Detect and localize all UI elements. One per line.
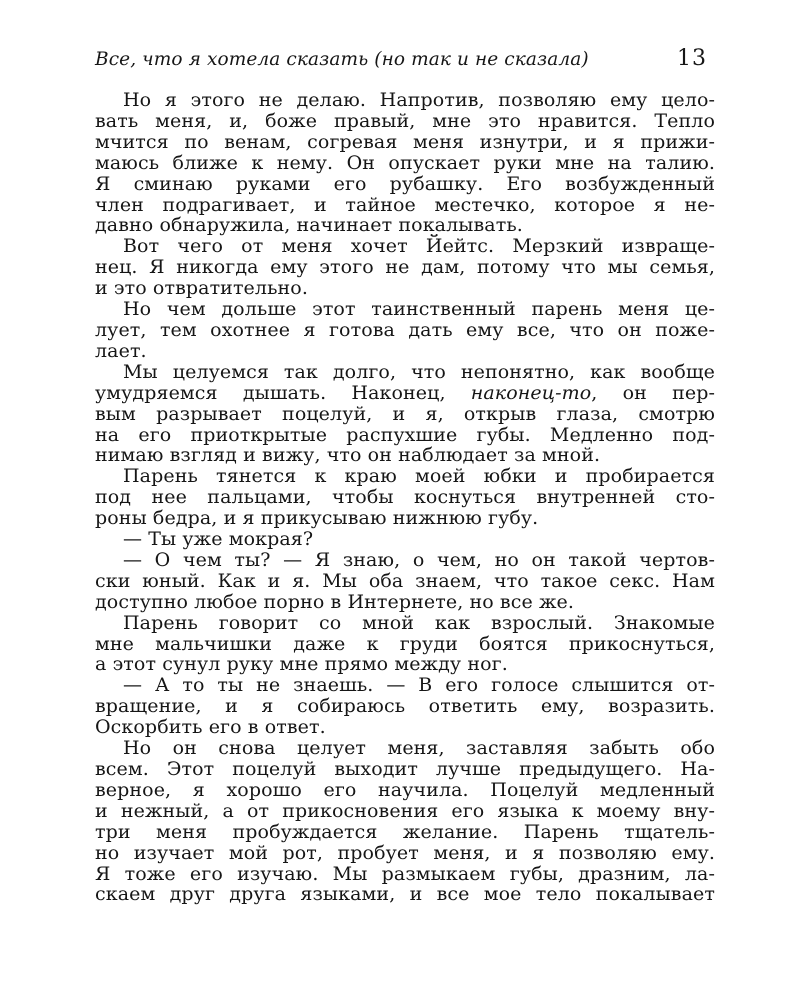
text-line xyxy=(95,780,715,801)
text-run: лует, тем охотнее я готова дать ему все, что он поже- xyxy=(95,318,715,341)
text-run: ски юный. Как и я. Мы оба знаем, что такое секс. Нам xyxy=(95,569,715,592)
running-title: Все, что я хотела сказать (но так и не сказала) xyxy=(95,49,589,70)
text-line xyxy=(95,132,715,153)
text-run: и это отвратительно. xyxy=(95,277,308,300)
text-line xyxy=(95,278,715,299)
text-run: а этот сунул руку мне прямо между ног. xyxy=(95,653,508,676)
text-run: вым разрывает поцелуй, и я, открыв глаза, смотрю xyxy=(95,402,715,425)
text-run: Парень говорит со мной как взрослый. Знакомые xyxy=(123,611,715,634)
text-run: Я тоже его изучаю. Мы размыкаем губы, дразним, ла- xyxy=(95,862,715,885)
text-line xyxy=(95,759,715,780)
text-line xyxy=(95,236,715,257)
text-line xyxy=(95,613,715,634)
italic-text-run: наконец-то xyxy=(470,381,592,404)
running-head xyxy=(95,47,715,71)
text-run: всем. Этот поцелуй выходит лучше предыдущего. На- xyxy=(95,758,715,780)
text-run: — Ты уже мокрая? xyxy=(123,528,314,551)
text-run: член подрагивает, и тайное местечко, которое я не- xyxy=(95,193,715,216)
text-line xyxy=(95,445,715,466)
page-content xyxy=(95,47,715,905)
text-run: умудряемся дышать. Наконец, xyxy=(95,381,471,404)
text-line xyxy=(95,341,715,362)
text-line xyxy=(95,654,715,675)
text-line xyxy=(95,864,715,885)
text-run: мчится по венам, согревая меня изнутри, и я прижи- xyxy=(95,130,715,153)
text-run: нец. Я никогда ему этого не дам, потому что мы семья, xyxy=(95,256,715,279)
text-run: Но я этого не делаю. Напротив, позволяю ему цело- xyxy=(123,89,715,111)
text-run: Оскорбить его в ответ. xyxy=(95,716,326,739)
text-run: , он пер- xyxy=(591,381,715,404)
text-line xyxy=(95,738,715,759)
text-run: скаем друг друга языками, и все мое тело покалывает xyxy=(95,883,715,906)
text-run: вать меня, и, боже правый, мне это нравится. Тепло xyxy=(95,109,715,132)
text-run: — О чем ты? — Я знаю, о чем, но он такой чертов- xyxy=(123,548,715,571)
text-body xyxy=(95,90,715,905)
text-run: Парень тянется к краю моей юбки и пробирается xyxy=(123,465,715,488)
text-run: нимаю взгляд и вижу, что он наблюдает за мной. xyxy=(95,444,601,467)
text-line xyxy=(95,362,715,383)
text-line xyxy=(95,801,715,822)
text-run: Вот чего от меня хочет Йейтс. Мерзкий извраще- xyxy=(123,235,715,258)
text-line xyxy=(95,508,715,529)
text-line xyxy=(95,487,715,508)
text-line xyxy=(95,111,715,132)
text-run: но изучает мой рот, пробует меня, и я позволяю ему. xyxy=(95,841,715,864)
text-line xyxy=(95,215,715,236)
text-line xyxy=(95,383,715,404)
text-run: маюсь ближе к нему. Он опускает руки мне на талию. xyxy=(95,151,715,174)
text-line xyxy=(95,822,715,843)
text-line xyxy=(95,425,715,446)
text-run: Я сминаю руками его рубашку. Его возбужденный xyxy=(95,172,715,195)
text-run: роны бедра, и я прикусываю нижнюю губу. xyxy=(95,507,539,530)
text-line xyxy=(95,696,715,717)
text-run: на его приоткрытые распухшие губы. Медленно под- xyxy=(95,423,715,446)
text-line xyxy=(95,571,715,592)
text-line xyxy=(95,843,715,864)
text-run: и нежный, а от прикосновения его языка к моему вну- xyxy=(95,799,715,822)
text-run: верное, я хорошо его научила. Поцелуй медленный xyxy=(95,778,715,801)
text-run: под нее пальцами, чтобы коснуться внутренней сто- xyxy=(95,486,715,509)
text-line xyxy=(95,90,715,111)
text-line xyxy=(95,675,715,696)
text-run: — А то ты не знаешь. — В его голосе слышится от- xyxy=(123,674,715,697)
page-number: 13 xyxy=(677,46,707,71)
text-line xyxy=(95,717,715,738)
text-line xyxy=(95,529,715,550)
text-line xyxy=(95,550,715,571)
text-line xyxy=(95,404,715,425)
text-run: Но чем дольше этот таинственный парень меня це- xyxy=(123,298,715,321)
text-line xyxy=(95,299,715,320)
text-line xyxy=(95,174,715,195)
text-line xyxy=(95,195,715,216)
text-line xyxy=(95,592,715,613)
text-line xyxy=(95,884,715,905)
text-run: лает. xyxy=(95,339,147,362)
text-line xyxy=(95,153,715,174)
text-line xyxy=(95,257,715,278)
text-run: доступно любое порно в Интернете, но все же. xyxy=(95,590,575,613)
text-run: Но он снова целует меня, заставляя забыть обо xyxy=(123,737,715,760)
text-line xyxy=(95,320,715,341)
text-run: давно обнаружила, начинает покалывать. xyxy=(95,214,523,237)
text-line xyxy=(95,466,715,487)
text-line xyxy=(95,634,715,655)
text-run: вращение, и я собираюсь ответить ему, возразить. xyxy=(95,695,715,718)
text-run: Мы целуемся так долго, что непонятно, как вообще xyxy=(123,360,715,383)
text-run: три меня пробуждается желание. Парень тщатель- xyxy=(95,820,715,843)
text-run: мне мальчишки даже к груди боятся прикоснуться, xyxy=(95,632,715,655)
